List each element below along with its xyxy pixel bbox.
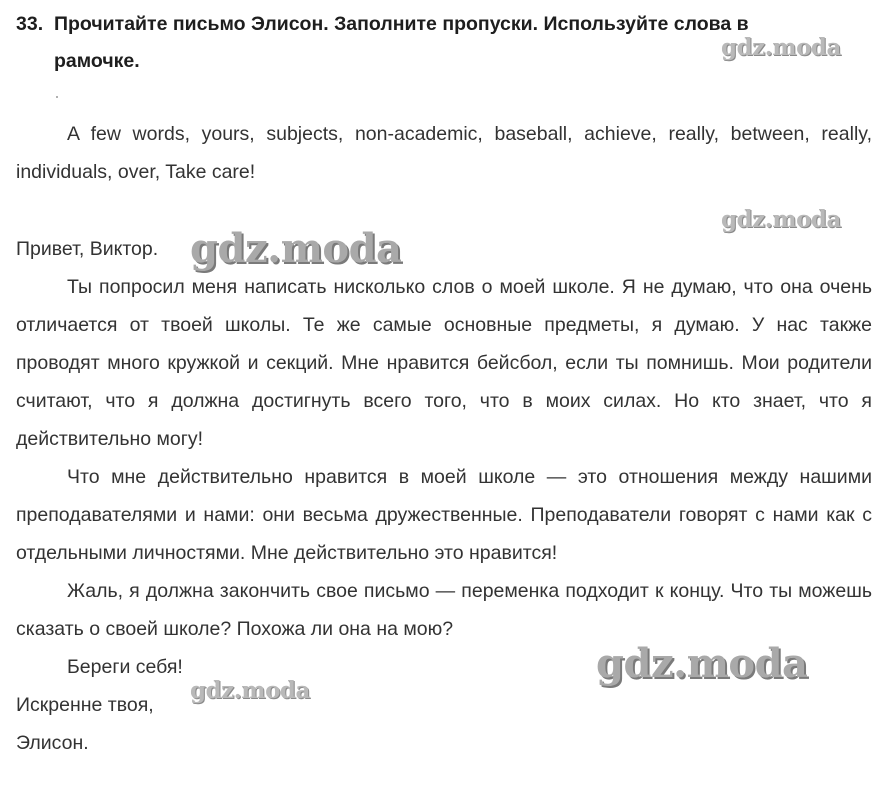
- letter-closing-2: Искренне твоя,: [16, 694, 154, 716]
- letter-paragraph-3: Жаль, я должна закончить свое письмо — переменка подходит к концу. Что ты можешь сказать о своей школе? Похожа ли она на мою?: [16, 580, 872, 640]
- stray-dot: [56, 96, 58, 98]
- letter-closing-1: Береги себя!: [67, 656, 183, 678]
- watermark-logo: gdz.moda: [190, 677, 310, 704]
- watermark-logo: gdz.moda: [596, 640, 808, 687]
- letter-paragraph-2: Что мне действительно нравится в моей школе — это отношения между нашими преподавателями и нами: они весьма дружественные. Преподаватели говорят с нами как с отдельными личностями. Мне действительно это нравится!: [16, 466, 872, 564]
- watermark-logo: gdz.moda: [721, 34, 841, 61]
- watermark-logo: gdz.moda: [190, 225, 402, 272]
- word-box: A few words, yours, subjects, non-academic, baseball, achieve, really, between, really, individuals, over, Take care!: [16, 123, 872, 183]
- letter-signature: Элисон.: [16, 732, 89, 754]
- watermark-logo: gdz.moda: [721, 206, 841, 233]
- task-number: 33.: [16, 13, 44, 35]
- task-instruction-line2: рамочке.: [54, 50, 140, 72]
- letter-greeting: Привет, Виктор.: [16, 238, 159, 260]
- task-instruction-line1: Прочитайте письмо Элисон. Заполните пропуски. Используйте слова в: [54, 13, 749, 35]
- letter-paragraph-1: Ты попросил меня написать нисколько слов о моей школе. Я не думаю, что она очень отличается от твоей школы. Те же самые основные предметы, я думаю. У нас также проводят много кружкой и секций. Мне нравится бейсбол, если ты помнишь. Мои родители считают, что я должна достигнуть всего того, что в моих силах. Но кто знает, что я действительно могу!: [16, 276, 872, 450]
